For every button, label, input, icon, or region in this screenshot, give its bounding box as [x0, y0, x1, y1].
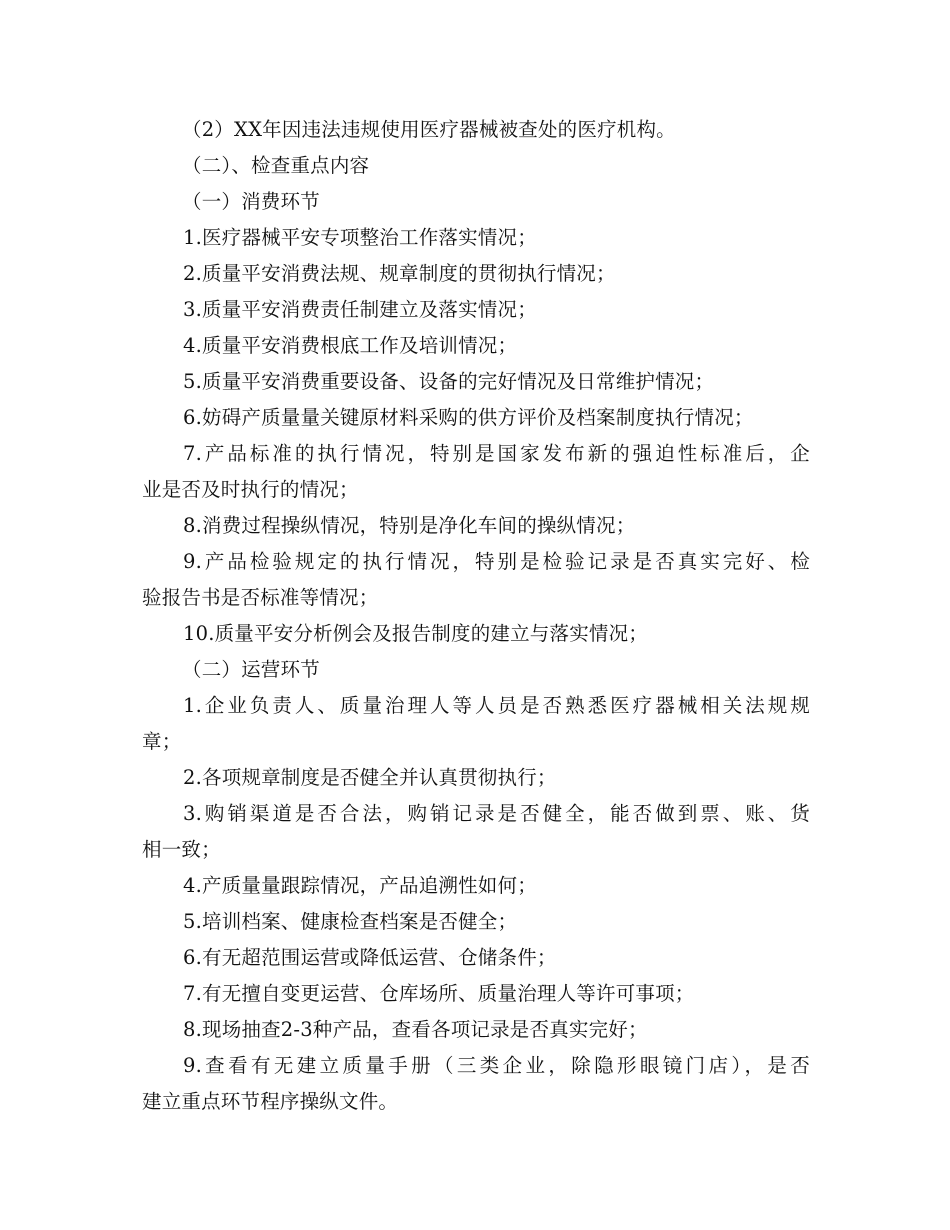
list-item-continuation: 验报告书是否标准等情况；: [142, 586, 379, 609]
subsection-heading-production: （一）消费环节: [182, 190, 320, 213]
list-item: 4.质量平安消费根底工作及培训情况；: [183, 334, 518, 357]
list-item-continuation: 业是否及时执行的情况；: [142, 478, 359, 501]
subsection-heading-operation: （二）运营环节: [182, 658, 320, 681]
list-item: 9.查看有无建立质量手册（三类企业，除隐形眼镜门店），是否: [183, 1054, 810, 1077]
list-item: 4.产质量量跟踪情况，产品追溯性如何；: [183, 874, 537, 897]
paragraph-institutions: （2）XX年因违法违规使用医疗器械被查处的医疗机构。: [182, 118, 676, 141]
list-item: 3.质量平安消费责任制建立及落实情况；: [183, 298, 537, 321]
list-item: 7.产品标准的执行情况，特别是国家发布新的强迫性标准后，企: [183, 442, 810, 465]
list-item: 2.质量平安消费法规、规章制度的贯彻执行情况；: [183, 262, 616, 285]
list-item: 1.企业负责人、质量治理人等人员是否熟悉医疗器械相关法规规: [183, 694, 810, 717]
list-item-continuation: 相一致；: [142, 838, 221, 861]
list-item: 10.质量平安分析例会及报告制度的建立与落实情况；: [183, 622, 649, 645]
list-item: 3.购销渠道是否合法，购销记录是否健全，能否做到票、账、货: [183, 802, 810, 825]
list-item: 1.医疗器械平安专项整治工作落实情况；: [183, 226, 537, 249]
document-body: [142, 112, 810, 1120]
list-item: 6.妨碍产质量量关键原材料采购的供方评价及档案制度执行情况；: [183, 406, 754, 429]
list-item-continuation: 章；: [142, 730, 182, 753]
list-item: 8.现场抽查2-3种产品，查看各项记录是否真实完好；: [183, 1018, 648, 1041]
list-item: 6.有无超范围运营或降低运营、仓储条件；: [183, 946, 557, 969]
section-heading-key-content: （二）、检查重点内容: [182, 154, 370, 177]
list-item: 7.有无擅自变更运营、仓库场所、质量治理人等许可事项；: [183, 982, 695, 1005]
list-item: 9.产品检验规定的执行情况，特别是检验记录是否真实完好、检: [183, 550, 810, 573]
list-item: 2.各项规章制度是否健全并认真贯彻执行；: [183, 766, 557, 789]
list-item-continuation: 建立重点环节程序操纵文件。: [142, 1090, 399, 1113]
list-item: 5.质量平安消费重要设备、设备的完好情况及日常维护情况；: [183, 370, 715, 393]
list-item: 5.培训档案、健康检查档案是否健全；: [183, 910, 518, 933]
list-item: 8.消费过程操纵情况，特别是净化车间的操纵情况；: [183, 514, 636, 537]
